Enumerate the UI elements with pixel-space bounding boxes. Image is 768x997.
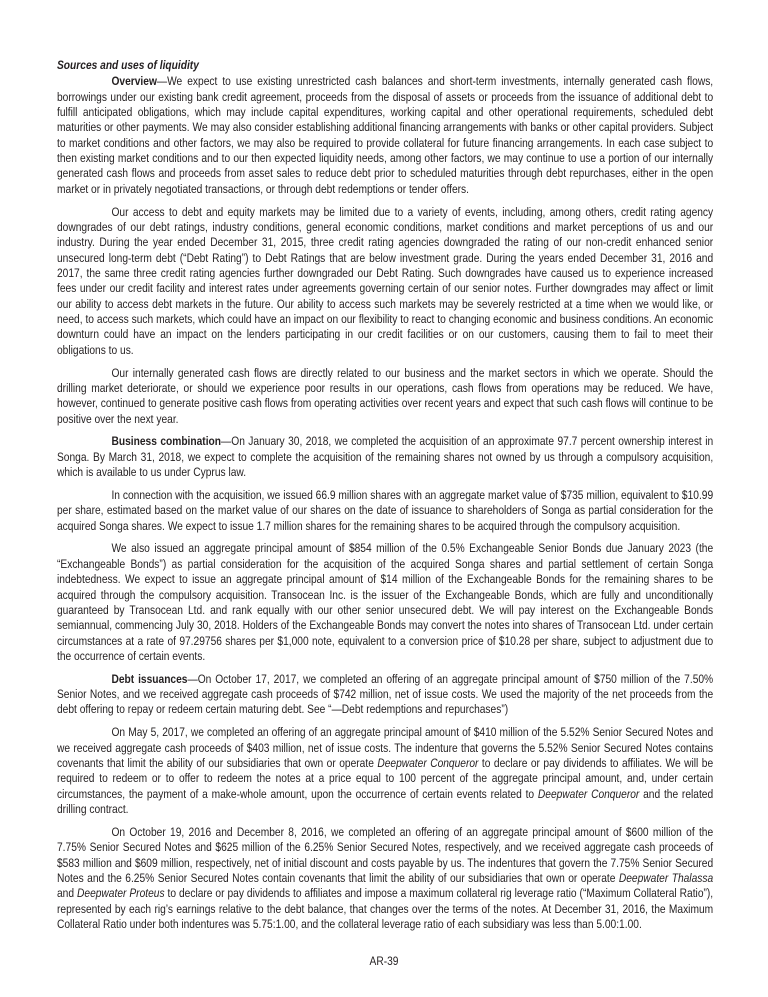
paragraph-text: —On October 17, 2017, we completed an offering of an aggregate principal amount of $750 million of the 7.50% Senior Notes, and we received aggregate cash proceeds of $742 million, net of issue costs. We used the majority of the net proceeds from the debt offering to repay or redeem certain maturing debt. See “—Debt redemptions and repurchases”) — [57, 671, 714, 717]
paragraph — [57, 74, 713, 197]
paragraph — [57, 725, 713, 817]
rig-name: Deepwater Conqueror — [537, 786, 640, 801]
paragraph-text: On October 19, 2016 and December 8, 2016, we completed an offering of an aggregate principal amount of $600 million of the 7.75% Senior Secured Notes and $625 million of the 6.25% Senior Secured Notes, respectively, and we received aggregate cash proceeds of $583 million and $609 million, respectively, net of initial discount and costs payable by us. The indentures that govern the 7.75% Senior Secured Notes and the 6.25% Senior Secured Notes contain covenants that limit the ability of our subsidiaries that own or operate — [57, 824, 714, 885]
paragraph-lead: Overview — [111, 74, 157, 89]
document-body — [57, 58, 713, 940]
rig-name: Deepwater Thalassa — [618, 870, 714, 885]
paragraph-text: to declare or pay dividends to affiliates. We will be required to redeem or to offer to redeem the notes at a price equal to 100 percent of the aggregate principal amount, and, under certain circumstances, the payment of a make-whole amount, upon the occurrence of certain events related to — [57, 755, 714, 801]
section-heading: Sources and uses of liquidity — [57, 58, 199, 72]
paragraph — [57, 488, 713, 534]
paragraph — [57, 205, 713, 358]
rig-name: Deepwater Proteus — [77, 886, 165, 901]
paragraph-text: Our access to debt and equity markets may be limited due to a variety of events, including, among others, credit rating agency downgrades of our debt ratings, industry conditions, general economic conditions, market conditions and market perceptions of us and our industry. During the year ended December 31, 2015, three credit rating agencies downgraded the rating of our non-credit enhanced senior unsecured long-term debt (“Debt Rating”) to Debt Ratings that are below investment grade. During the years ended December 31, 2016 and 2017, the same three credit rating agencies further downgraded our Debt Rating. Such downgrades have caused us to experience increased fees under our credit facility and interest rates under agreements governing certain of our senior notes. Further downgrades may affect or limit our ability to access debt markets in the future. Our ability to access such markets may be severely restricted at a time when we would like, or need, to access such markets, which could have an impact on our flexibility to react to changing economic and business conditions. An economic downturn could have an impact on the lenders participating in our credit facilities or on our customers, causing them to fail to meet their obligations to us. — [57, 204, 714, 357]
paragraph-text: In connection with the acquisition, we issued 66.9 million shares with an aggregate market value of $735 million, equivalent to $10.99 per share, estimated based on the market value of our shares on the date of issuance to shareholders of Songa as partial consideration for the acquired Songa shares. We expect to issue 1.7 million shares for the remaining shares to be acquired through the compulsory acquisition. — [57, 487, 714, 533]
paragraph-text: We also issued an aggregate principal amount of $854 million of the 0.5% Exchangeable Senior Bonds due January 2023 (the “Exchangeable Bonds”) as partial consideration for the acquisition of the acquired Songa shares and partial settlement of certain Songa indebtedness. We expect to issue an aggregate principal amount of $14 million of the Exchangeable Bonds for the remaining shares to be acquired through the compulsory acquisition. Transocean Inc. is the issuer of the Exchangeable Bonds, which are fully and unconditionally guaranteed by Transocean Ltd. and rank equally with our other senior unsecured debt. We will pay interest on the Exchangeable Bonds semiannual, commencing July 30, 2018. Holders of the Exchangeable Bonds may convert the notes into shares of Transocean Ltd. under certain circumstances at a rate of 97.29756 shares per $1,000 note, equivalent to a conversion price of $10.28 per share, subject to adjustment due to the occurrence of certain events. — [57, 541, 714, 663]
rig-name: Deepwater Conqueror — [377, 755, 479, 770]
paragraphs — [57, 74, 713, 932]
paragraph — [57, 541, 713, 664]
paragraph-text: and the related drilling contract. — [57, 786, 714, 816]
paragraph-lead: Debt issuances — [111, 671, 188, 686]
paragraph-text: Our internally generated cash flows are directly related to our business and the market sectors in which we operate. Should the drilling market deteriorate, or should we experience poor results in our operations, cash flows from operations may be reduced. We have, however, continued to generate positive cash flows from operating activities over recent years and expect that such cash flows will continue to be positive over the next year. — [57, 365, 714, 426]
paragraph-text: —We expect to use existing unrestricted cash balances and short-term investments, internally generated cash flows, borrowings under our existing bank credit agreement, proceeds from the disposal of assets or proceeds from the issuance of additional debt to fulfill anticipated obligations, which may include capital expenditures, working capital and other operational requirements, scheduled debt maturities or other payments. We may also consider establishing additional financing arrangements with banks or other capital providers. Subject to market conditions and other factors, we may also be required to provide collateral for future financing arrangements. In each case subject to then existing market conditions and to our then expected liquidity needs, among other factors, we may continue to use a portion of our internally generated cash flows and proceeds from asset sales to reduce debt prior to scheduled maturities through debt repurchases, either in the open market or in privately negotiated transactions, or through debt redemptions or tender offers. — [57, 74, 714, 196]
paragraph — [57, 672, 713, 718]
paragraph — [57, 366, 713, 427]
paragraph-text: On May 5, 2017, we completed an offering of an aggregate principal amount of $410 million of the 5.52% Senior Secured Notes and we received aggregate cash proceeds of $403 million, net of issue costs. The indenture that governs the 5.52% Senior Secured Notes contains covenants that limit the ability of our subsidiaries that own or operate — [57, 725, 714, 770]
paragraph — [57, 434, 713, 480]
paragraph-lead: Business combination — [111, 434, 222, 449]
paragraph-text: and — [57, 886, 78, 901]
paragraph-text: —On January 30, 2018, we completed the acquisition of an approximate 97.7 percent ownership interest in Songa. By March 31, 2018, we expect to complete the acquisition of the remaining shares not owned by us through a compulsory acquisition, which is available to us under Cyprus law. — [57, 434, 714, 480]
paragraph — [57, 825, 713, 932]
page-number — [0, 954, 768, 968]
page-number-text: AR-39 — [369, 954, 399, 968]
paragraph-text: to declare or pay dividends to affiliates and impose a maximum collateral rig leverage ratio (“Maximum Collateral Ratio”), represented by each rig’s earnings relative to the debt balance, that changes over the terms of the notes. At December 31, 2016, the Maximum Collateral Ratio under both indentures was 5.75:1.00, and the collateral leverage ratio of each subsidiary was less than 5.00:1.00. — [57, 886, 714, 931]
